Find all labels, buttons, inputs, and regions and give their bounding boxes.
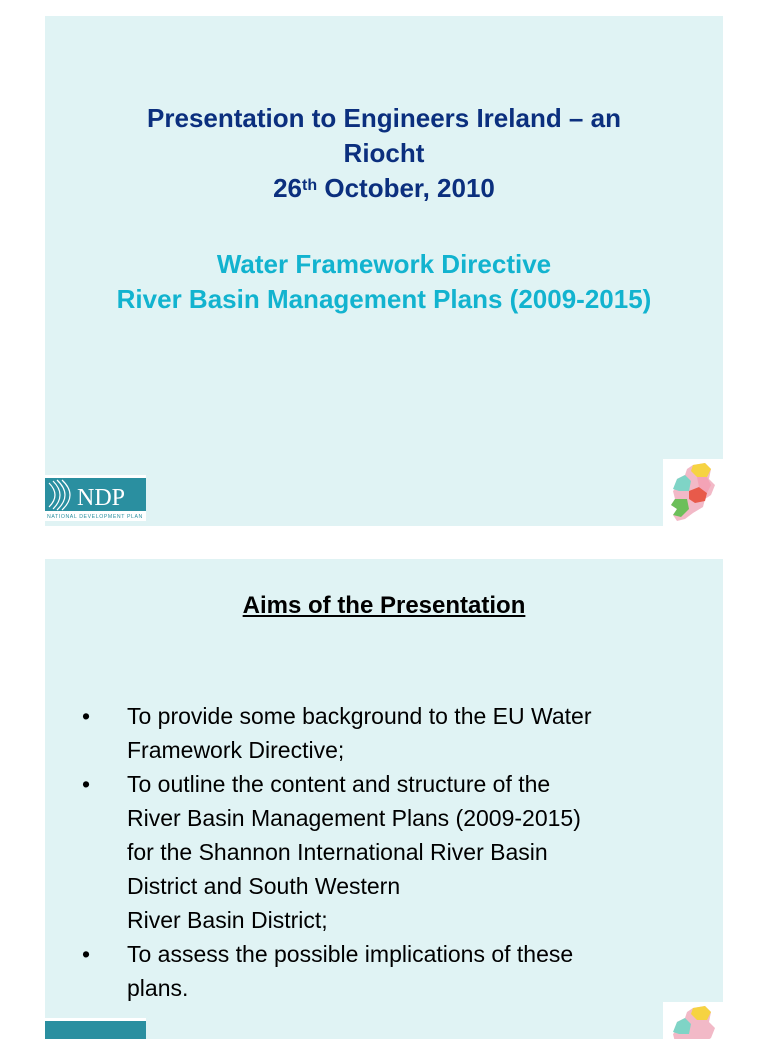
ireland-map-icon [663, 1002, 723, 1039]
subtitle-line2: River Basin Management Plans (2009-2015) [116, 284, 652, 314]
bullet-line: To outline the content and structure of the [127, 771, 551, 797]
bullet-icon: • [82, 771, 91, 797]
bullet-line: River Basin District; [127, 907, 328, 933]
ndp-logo-subtext: NATIONAL DEVELOPMENT PLAN [47, 514, 143, 520]
bullet-icon: • [82, 941, 91, 967]
date-day: 26 [273, 173, 303, 203]
bullet-line: To provide some background to the EU Water [127, 703, 592, 729]
bullet-line: To assess the possible implications of these [127, 941, 574, 967]
bullet-line: River Basin Management Plans (2009-2015) [127, 805, 581, 831]
aims-title: Aims of the Presentation [242, 592, 526, 619]
presentation-title-line1: Presentation to Engineers Ireland – an [147, 103, 621, 133]
subtitle-line1: Water Framework Directive [216, 249, 552, 279]
list-item [45, 770, 685, 934]
aims-list [45, 702, 685, 1008]
ireland-map-icon [663, 459, 723, 526]
ndp-logo-text: NDP [77, 485, 126, 511]
date-rest: October, 2010 [317, 173, 495, 203]
bullet-line: Framework Directive; [127, 737, 345, 763]
list-item [45, 940, 685, 1002]
ndp-logo [45, 475, 146, 521]
bullet-line: District and South Western [127, 873, 401, 899]
bullet-icon: • [82, 703, 91, 729]
title-slide [45, 16, 723, 526]
list-item [45, 702, 685, 764]
bullet-line: for the Shannon International River Basin [127, 839, 548, 865]
aims-slide [45, 559, 723, 1039]
date-suffix: th [302, 177, 318, 194]
presentation-title-line2: Riocht [343, 138, 425, 168]
presentation-date [45, 171, 723, 206]
ndp-logo [45, 1018, 146, 1039]
bullet-line: plans. [127, 975, 189, 1001]
